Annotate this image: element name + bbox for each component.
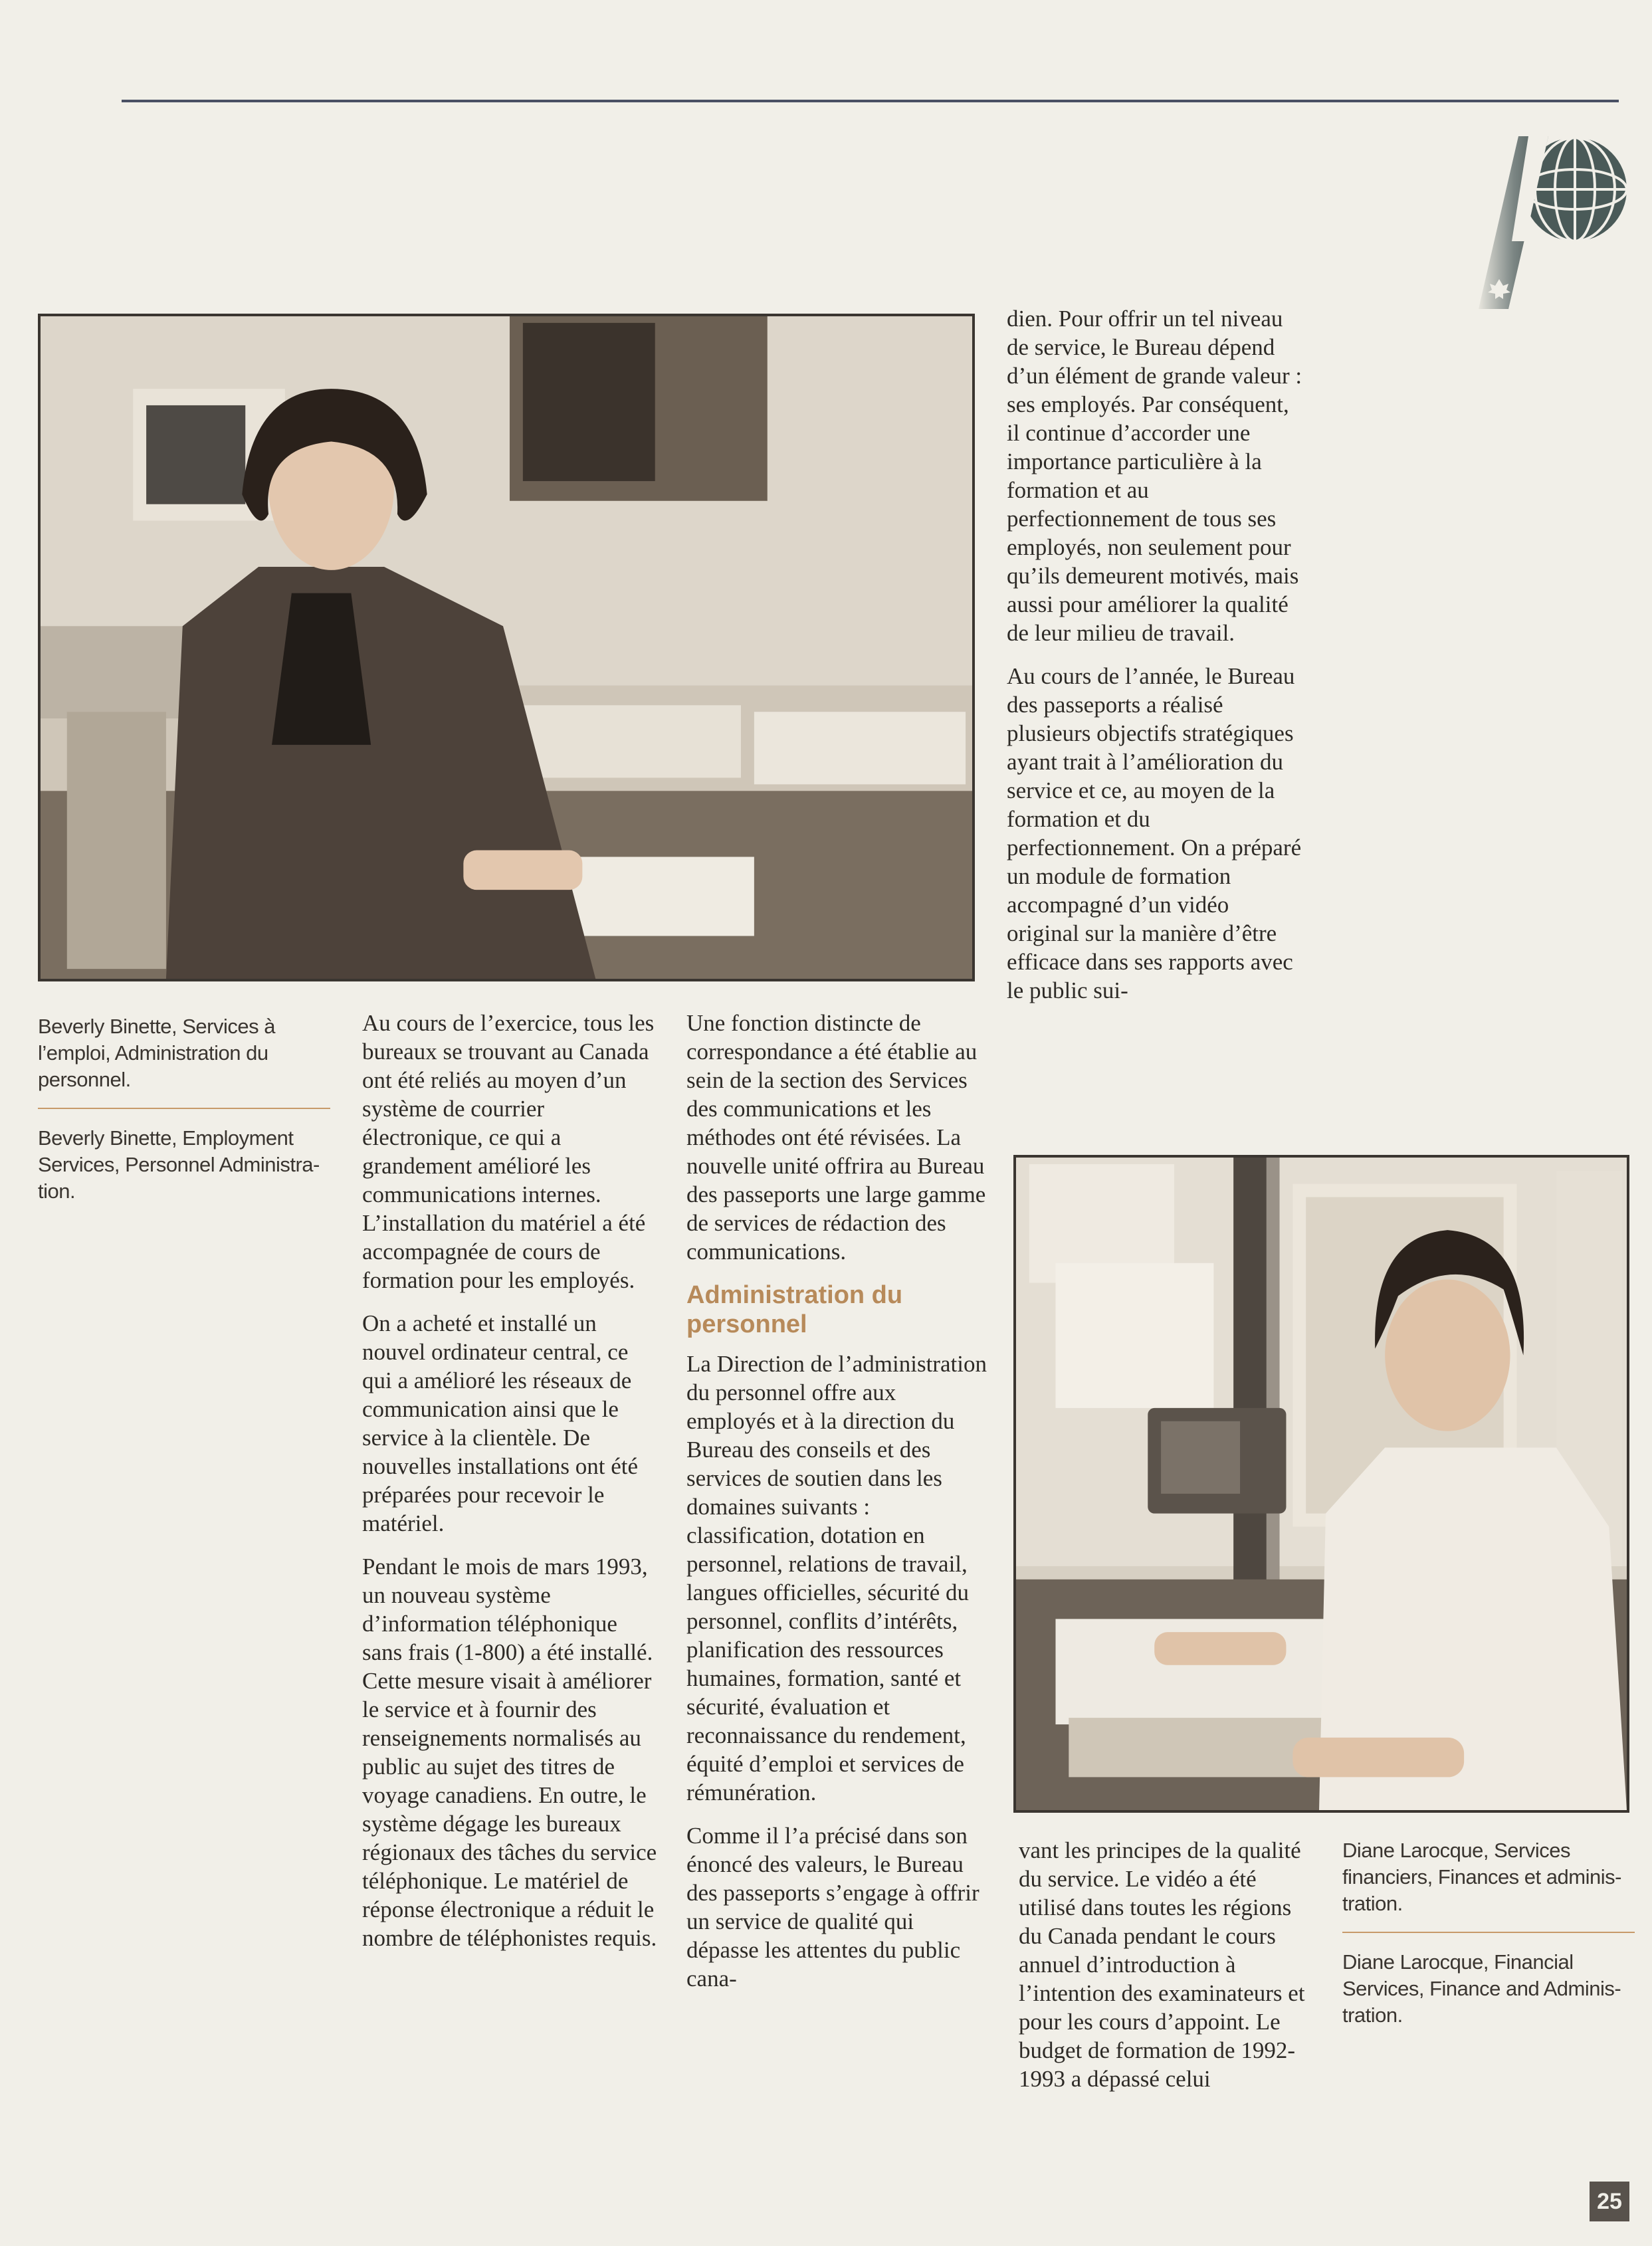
text-column-3-top	[1007, 304, 1306, 1019]
passport-office-logo	[1472, 136, 1631, 312]
text-column-2	[686, 1009, 989, 2007]
page-number: 25	[1590, 2182, 1629, 2221]
paragraph: La Direction de l’administration du personnel offre aux employés et à la direction du Bureau des conseils et des services de soutien dans les domaines suivants : classification, dotation en personnel, relations de travail, langues officielles, sécurité du personnel, conflits d’intérêts, planification des ressources humaines, formation, santé et sécurité, évaluation et reconnaissance du rendement, équité d’emploi et services de rémunération.	[686, 1351, 987, 1805]
header-rule	[122, 100, 1619, 102]
paragraph: Comme il l’a précisé dans son énoncé des valeurs, le Bureau des passeports s’engage à offrir un service de qualité qui dépasse les attentes du public cana-	[686, 1823, 980, 1991]
paragraph: Au cours de l’année, le Bureau des passeports a réalisé plusieurs objectifs stratégiques ayant trait à l’amélioration du service et ce, au moyen de la formation et du perfectionnement. On a préparé un module de formation accompagné d’un vidéo original sur la manière d’être efficace dans ses rapports avec le public sui-	[1007, 663, 1302, 1003]
section-heading: Administration du personnel	[686, 1281, 903, 1338]
caption-divider	[38, 1108, 330, 1109]
paragraph: On a acheté et installé un nouvel ordinateur central, ce qui a amélioré les réseaux de communication ainsi que le service à la clientèle. De nouvelles installations ont été préparées pour recevoir le matériel.	[362, 1310, 639, 1536]
caption-french: Diane Larocque, Services financiers, Finances et adminis-tration.	[1342, 1839, 1621, 1915]
paragraph: vant les principes de la qualité du service. Le vidéo a été utilisé dans toutes les régions du Canada pendant le cours annuel d’introduction à l’intention des examinateurs et pour les cours d’appoint. Le budget de formation de 1992-1993 a dépassé celui	[1019, 1837, 1305, 2092]
photo-beverly-binette	[38, 314, 975, 981]
caption-english: Diane Larocque, Financial Services, Finance and Adminis-tration.	[1342, 1950, 1621, 2027]
photo-diane-larocque	[1013, 1155, 1629, 1813]
paragraph: Une fonction distincte de correspondance a été établie au sein de la section des Services des communications et les méthodes ont été révisées. La nouvelle unité offrira au Bureau des passeports une large gamme de services de rédaction des communications.	[686, 1010, 986, 1265]
caption-english: Beverly Binette, Employment Services, Personnel Administra-tion.	[38, 1126, 320, 1203]
text-column-3-bottom	[1019, 1836, 1311, 2108]
paragraph: dien. Pour offrir un tel niveau de service, le Bureau dépend d’un élément de grande valeur : ses employés. Par conséquent, il continue d’accorder une importance particulière à la formation et au perfectionnement de tous ses employés, non seulement pour qu’ils demeurent motivés, mais aussi pour améliorer la qualité de leur milieu de travail.	[1007, 306, 1302, 646]
caption-diane-larocque	[1342, 1837, 1635, 2029]
paragraph: Pendant le mois de mars 1993, un nouveau système d’information téléphonique sans frais (1-800) a été installé. Cette mesure visait à améliorer le service et à fournir des renseignements normalisés au public au sujet des titres de voyage canadiens. En outre, le système dégage les bureaux régionaux des tâches du service téléphonique. Le matériel de réponse électronique a réduit le nombre de téléphonistes requis.	[362, 1554, 657, 1951]
caption-divider	[1342, 1932, 1635, 1933]
text-column-1	[362, 1009, 658, 1967]
caption-beverly-binette	[38, 1013, 330, 1205]
caption-french: Beverly Binette, Services à l’emploi, Administration du personnel.	[38, 1015, 275, 1091]
paragraph: Au cours de l’exercice, tous les bureaux se trouvant au Canada ont été reliés au moyen d’un système de courrier électronique, ce qui a grandement amélioré les communications internes. L’installation du matériel a été accompagnée de cours de formation pour les employés.	[362, 1010, 655, 1293]
